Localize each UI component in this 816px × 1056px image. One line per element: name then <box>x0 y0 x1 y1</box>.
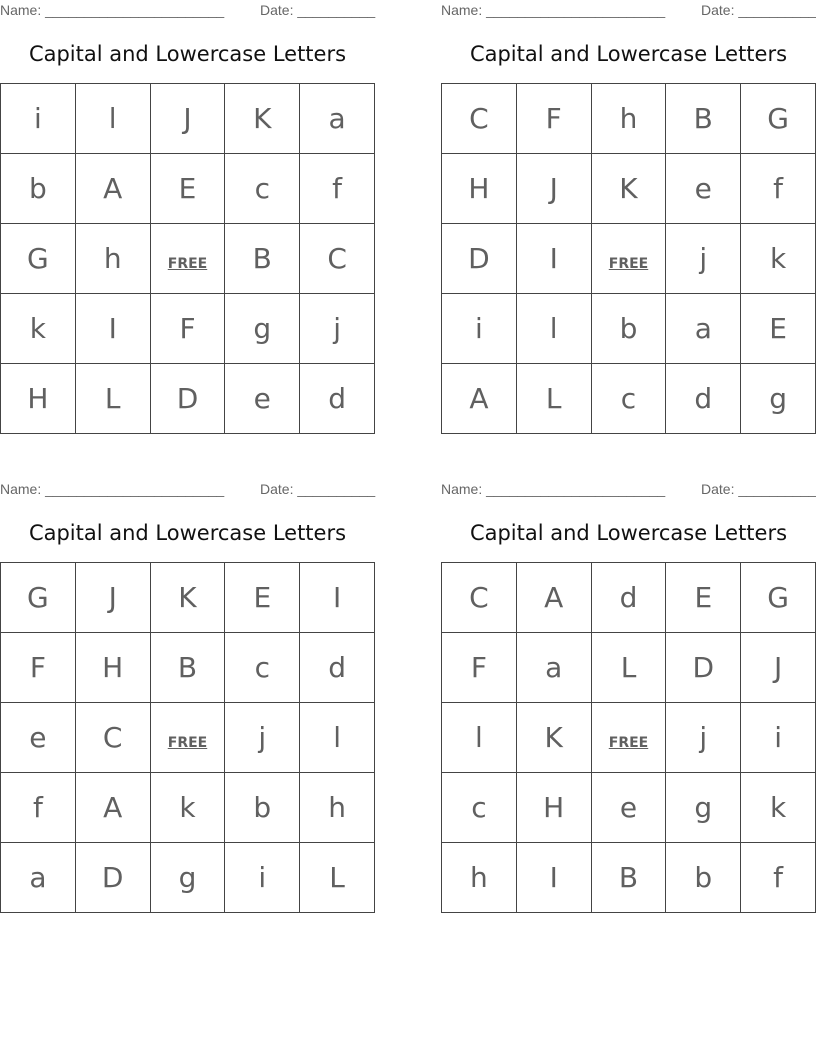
grid-row <box>1 224 375 294</box>
grid-cell: I <box>516 224 591 294</box>
grid-cell: B <box>591 843 666 913</box>
grid-cell: J <box>516 154 591 224</box>
grid-cell: B <box>150 633 225 703</box>
date-field-label: Date: __________ <box>701 481 816 497</box>
grid-row <box>1 154 375 224</box>
grid-cell: h <box>591 84 666 154</box>
bingo-card-1 <box>0 0 375 434</box>
grid-row <box>442 154 816 224</box>
grid-cell: A <box>516 563 591 633</box>
grid-cell: K <box>516 703 591 773</box>
grid-row <box>1 633 375 703</box>
grid-cell: E <box>741 294 816 364</box>
grid-cell: D <box>150 364 225 434</box>
bingo-card-4 <box>441 479 816 913</box>
grid-cell: j <box>666 224 741 294</box>
grid-cell: c <box>225 633 300 703</box>
grid-cell: l <box>516 294 591 364</box>
grid-cell: I <box>75 294 150 364</box>
grid-cell: h <box>442 843 517 913</box>
grid-cell: d <box>300 364 375 434</box>
grid-cell: L <box>591 633 666 703</box>
card-title: Capital and Lowercase Letters <box>469 42 788 66</box>
grid-row <box>1 294 375 364</box>
card-title: Capital and Lowercase Letters <box>28 521 347 545</box>
grid-cell: J <box>75 563 150 633</box>
grid-row <box>1 563 375 633</box>
grid-cell: f <box>1 773 76 843</box>
grid-cell: h <box>300 773 375 843</box>
bingo-grid <box>0 562 375 913</box>
grid-cell: C <box>300 224 375 294</box>
free-space-cell <box>591 703 666 773</box>
grid-cell: a <box>516 633 591 703</box>
grid-row <box>442 843 816 913</box>
grid-cell: G <box>1 224 76 294</box>
grid-cell: f <box>741 843 816 913</box>
card-title: Capital and Lowercase Letters <box>469 521 788 545</box>
grid-row <box>1 773 375 843</box>
grid-cell: I <box>516 843 591 913</box>
grid-cell: i <box>741 703 816 773</box>
free-space-cell <box>591 224 666 294</box>
bingo-card-2 <box>441 0 816 434</box>
grid-row <box>442 773 816 843</box>
name-field-label: Name: _______________________ <box>0 481 225 497</box>
card-header <box>0 481 375 497</box>
grid-cell: k <box>741 224 816 294</box>
bingo-grid <box>441 562 816 913</box>
card-header <box>441 481 816 497</box>
grid-cell: j <box>300 294 375 364</box>
grid-cell: G <box>741 84 816 154</box>
grid-cell: L <box>516 364 591 434</box>
free-space-label: FREE <box>167 735 208 751</box>
grid-cell: L <box>75 364 150 434</box>
grid-cell: H <box>1 364 76 434</box>
name-field-label: Name: _______________________ <box>0 2 225 18</box>
grid-cell: C <box>442 563 517 633</box>
free-space-label: FREE <box>167 256 208 272</box>
grid-row <box>442 364 816 434</box>
free-space-cell <box>150 703 225 773</box>
grid-cell: K <box>150 563 225 633</box>
grid-cell: F <box>516 84 591 154</box>
grid-cell: A <box>75 154 150 224</box>
grid-cell: G <box>741 563 816 633</box>
grid-cell: K <box>591 154 666 224</box>
grid-cell: E <box>666 563 741 633</box>
grid-row <box>442 224 816 294</box>
card-header <box>441 2 816 18</box>
grid-cell: D <box>75 843 150 913</box>
grid-cell: f <box>300 154 375 224</box>
grid-cell: A <box>442 364 517 434</box>
date-field-label: Date: __________ <box>260 481 376 497</box>
grid-row <box>442 633 816 703</box>
free-space-cell <box>150 224 225 294</box>
grid-cell: e <box>225 364 300 434</box>
grid-row <box>1 703 375 773</box>
grid-cell: b <box>225 773 300 843</box>
grid-row <box>442 294 816 364</box>
grid-cell: f <box>741 154 816 224</box>
grid-cell: g <box>225 294 300 364</box>
grid-cell: D <box>442 224 517 294</box>
grid-cell: A <box>75 773 150 843</box>
grid-cell: e <box>591 773 666 843</box>
grid-cell: I <box>300 563 375 633</box>
grid-row <box>1 843 375 913</box>
grid-row <box>442 703 816 773</box>
free-space-label: FREE <box>608 735 649 751</box>
grid-cell: h <box>75 224 150 294</box>
grid-cell: c <box>442 773 517 843</box>
grid-cell: d <box>666 364 741 434</box>
grid-cell: k <box>1 294 76 364</box>
grid-cell: G <box>1 563 76 633</box>
grid-cell: d <box>300 633 375 703</box>
grid-cell: g <box>666 773 741 843</box>
grid-cell: i <box>225 843 300 913</box>
grid-row <box>1 364 375 434</box>
grid-cell: F <box>150 294 225 364</box>
grid-cell: b <box>1 154 76 224</box>
grid-cell: H <box>75 633 150 703</box>
grid-cell: e <box>1 703 76 773</box>
grid-cell: a <box>666 294 741 364</box>
grid-row <box>442 84 816 154</box>
name-field-label: Name: _______________________ <box>441 481 666 497</box>
grid-cell: e <box>666 154 741 224</box>
grid-cell: F <box>1 633 76 703</box>
grid-cell: l <box>300 703 375 773</box>
grid-cell: a <box>300 84 375 154</box>
grid-cell: E <box>225 563 300 633</box>
grid-cell: K <box>225 84 300 154</box>
grid-cell: B <box>225 224 300 294</box>
grid-cell: C <box>75 703 150 773</box>
grid-row <box>1 84 375 154</box>
grid-cell: k <box>741 773 816 843</box>
grid-cell: b <box>666 843 741 913</box>
grid-cell: l <box>75 84 150 154</box>
grid-cell: H <box>516 773 591 843</box>
grid-cell: B <box>666 84 741 154</box>
grid-cell: D <box>666 633 741 703</box>
grid-cell: F <box>442 633 517 703</box>
grid-cell: C <box>442 84 517 154</box>
grid-cell: a <box>1 843 76 913</box>
grid-cell: g <box>150 843 225 913</box>
grid-cell: E <box>150 154 225 224</box>
bingo-card-3 <box>0 479 375 913</box>
grid-cell: i <box>442 294 517 364</box>
grid-cell: c <box>591 364 666 434</box>
date-field-label: Date: __________ <box>701 2 816 18</box>
grid-cell: j <box>225 703 300 773</box>
grid-cell: H <box>442 154 517 224</box>
date-field-label: Date: __________ <box>260 2 376 18</box>
grid-cell: J <box>741 633 816 703</box>
grid-cell: i <box>1 84 76 154</box>
name-field-label: Name: _______________________ <box>441 2 666 18</box>
grid-cell: d <box>591 563 666 633</box>
grid-cell: k <box>150 773 225 843</box>
grid-cell: b <box>591 294 666 364</box>
grid-cell: l <box>442 703 517 773</box>
grid-cell: L <box>300 843 375 913</box>
grid-cell: j <box>666 703 741 773</box>
free-space-label: FREE <box>608 256 649 272</box>
grid-cell: J <box>150 84 225 154</box>
card-title: Capital and Lowercase Letters <box>28 42 347 66</box>
card-header <box>0 2 375 18</box>
grid-row <box>442 563 816 633</box>
bingo-grid <box>0 83 375 434</box>
grid-cell: g <box>741 364 816 434</box>
bingo-grid <box>441 83 816 434</box>
grid-cell: c <box>225 154 300 224</box>
